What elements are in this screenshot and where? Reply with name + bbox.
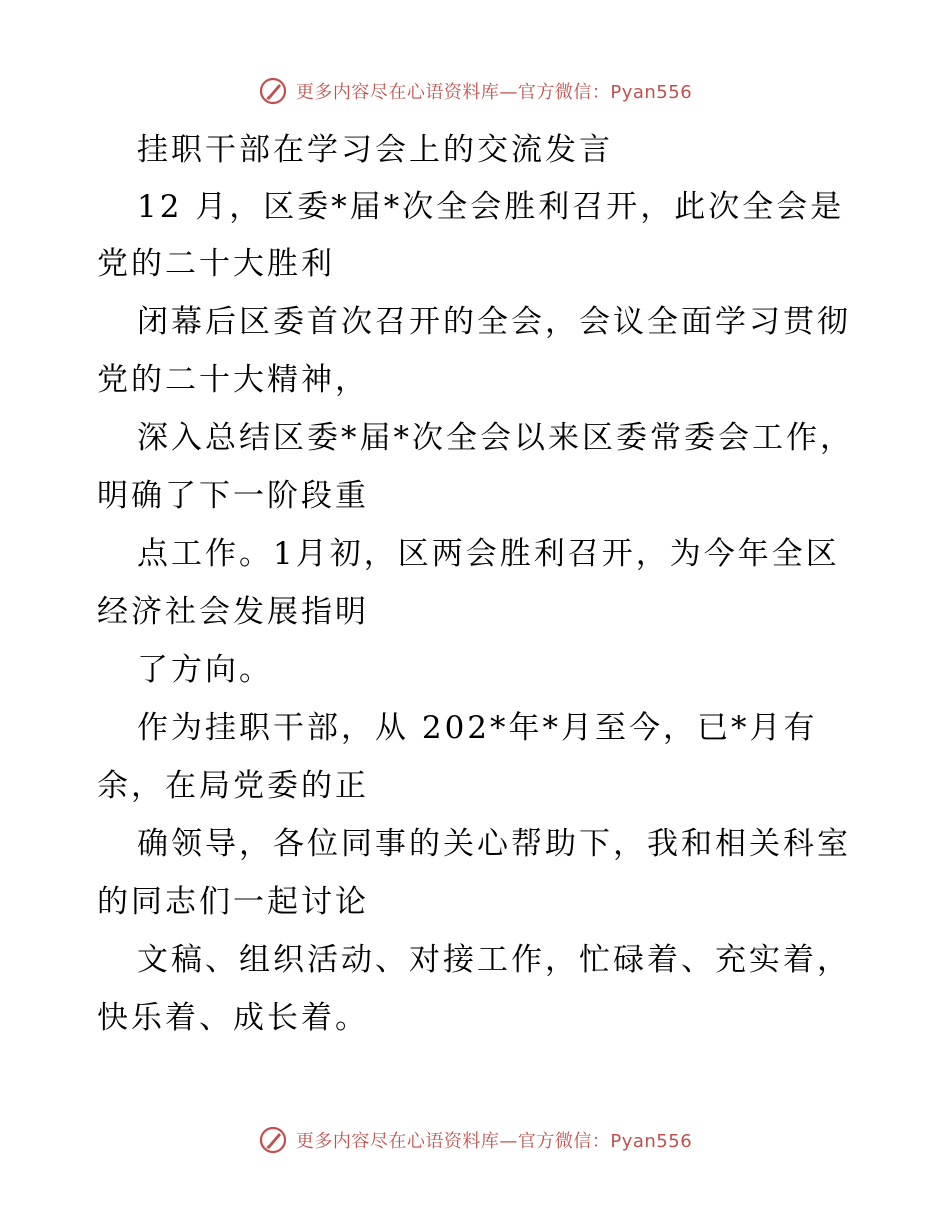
paragraph-line: 余，在局党委的正 bbox=[97, 768, 369, 804]
paragraph-line: 经济社会发展指明 bbox=[97, 594, 369, 630]
quill-pen-logo-icon bbox=[258, 76, 288, 106]
paragraph-line: 确领导，各位同事的关心帮助下，我和相关科室 bbox=[137, 826, 851, 862]
footer-banner-text: 更多内容尽在心语资料库—官方微信：Pyan556 bbox=[295, 1131, 693, 1152]
paragraph-line: 的同志们一起讨论 bbox=[97, 884, 369, 920]
document-title: 挂职干部在学习会上的交流发言 bbox=[137, 132, 613, 168]
quill-pen-logo-icon bbox=[258, 1125, 288, 1155]
paragraph-line: 了方向。 bbox=[137, 652, 273, 688]
footer-banner bbox=[0, 1120, 950, 1160]
paragraph-line: 12 月，区委*届*次全会胜利召开，此次全会是 bbox=[137, 189, 845, 225]
paragraph-line: 点工作。1月初，区两会胜利召开，为今年全区 bbox=[137, 536, 840, 572]
paragraph-line: 作为挂职干部，从 202*年*月至今，已*月有 bbox=[137, 710, 818, 746]
paragraph-line: 深入总结区委*届*次全会以来区委常委会工作， bbox=[137, 420, 854, 456]
paragraph-line: 闭幕后区委首次召开的全会，会议全面学习贯彻 bbox=[137, 304, 851, 340]
paragraph-line: 文稿、组织活动、对接工作，忙碌着、充实着， bbox=[137, 942, 851, 978]
header-banner bbox=[0, 71, 950, 111]
paragraph-line: 党的二十大胜利 bbox=[97, 246, 335, 282]
paragraph-line: 快乐着、成长着。 bbox=[97, 1000, 369, 1036]
paragraph-line: 明确了下一阶段重 bbox=[97, 478, 369, 514]
header-banner-text: 更多内容尽在心语资料库—官方微信：Pyan556 bbox=[295, 82, 693, 103]
paragraph-line: 党的二十大精神， bbox=[97, 362, 369, 398]
